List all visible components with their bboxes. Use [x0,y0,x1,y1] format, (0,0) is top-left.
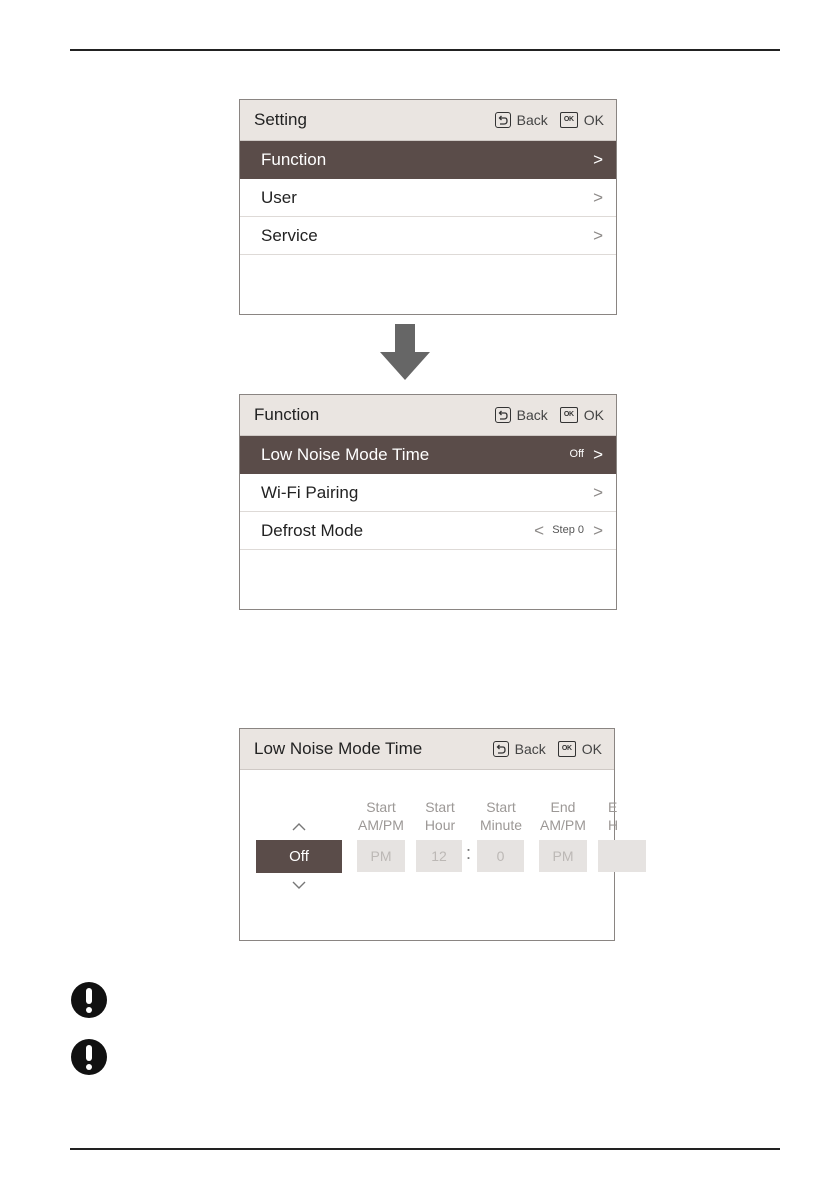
header-line: Start [425,799,455,815]
back-button[interactable]: Back [516,407,548,423]
column-header-end-ampm [534,798,592,834]
ok-button[interactable]: OK [583,112,604,128]
end-ampm-cell[interactable]: PM [539,840,587,872]
caret-up-icon[interactable] [291,822,307,832]
caution-icon [71,1039,107,1075]
back-button[interactable]: Back [516,112,548,128]
chevron-right-icon: > [593,188,603,207]
back-button[interactable]: Back [514,741,546,757]
caution-icon [71,982,107,1018]
column-header-start-hour [414,798,466,834]
end-hour-cell[interactable] [598,840,646,872]
page-bottom-rule [70,1148,780,1150]
header-line: E [608,799,618,815]
header-line: Start [366,799,396,815]
chevron-left-icon[interactable]: < [534,521,544,540]
header-line: Hour [424,817,456,833]
header-line: Start [486,799,516,815]
ok-icon[interactable]: OK [558,741,576,757]
column-header-start-minute [472,798,530,834]
mode-selector[interactable]: Off [256,840,342,873]
header-line: AM/PM [540,817,586,833]
menu-item-value: Step 0 [552,524,584,536]
chevron-right-icon: > [593,445,603,464]
time-separator: : [466,843,472,863]
time-picker [240,769,619,940]
header-line: H [608,817,619,833]
start-ampm-cell[interactable]: PM [357,840,405,872]
start-hour-cell[interactable]: 12 [416,840,462,872]
menu-item-label: Defrost Mode [261,521,364,540]
chevron-right-icon: > [593,226,603,245]
ok-button[interactable]: OK [581,741,602,757]
column-header-end-hour [596,798,648,834]
caret-down-icon[interactable] [291,880,307,890]
menu-item-label: Low Noise Mode Time [261,445,430,464]
header-line: Minute [479,817,523,833]
menu-item-label: Service [261,226,318,245]
screen-title: Function [254,405,320,424]
chevron-right-icon: > [593,150,603,169]
ok-icon[interactable]: OK [560,112,578,128]
menu-item-label: Wi-Fi Pairing [261,483,359,502]
menu-item-label: Function [261,150,327,169]
chevron-right-icon: > [593,483,603,502]
header-line: AM/PM [358,817,404,833]
menu-item-value: Off [569,448,584,460]
start-minute-cell[interactable]: 0 [477,840,524,872]
screen-title: Setting [254,110,307,129]
ok-icon[interactable]: OK [560,407,578,423]
header-line: End [550,799,576,815]
column-header-start-ampm [352,798,410,834]
chevron-right-icon[interactable]: > [593,521,603,540]
menu-item-label: User [261,188,297,207]
screen-title: Low Noise Mode Time [254,739,423,758]
ok-button[interactable]: OK [583,407,604,423]
